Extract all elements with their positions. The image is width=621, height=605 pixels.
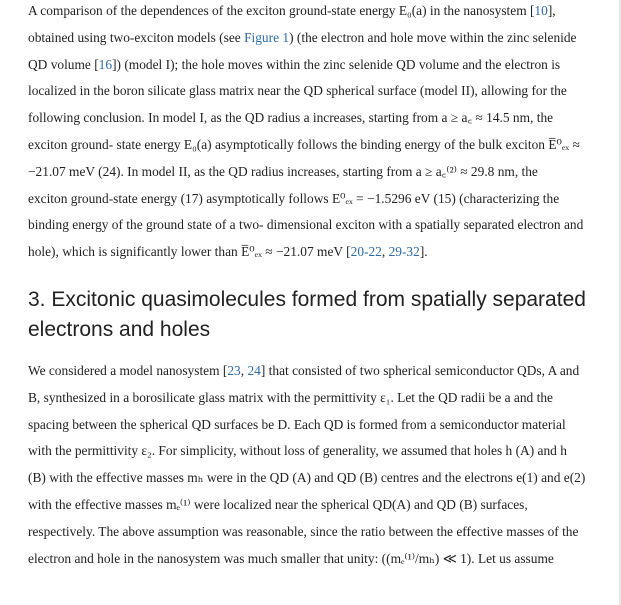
- text-line: following conclusion. In model I, as the QD radius a increases, starting from a ≥ a꜀ ≈ 14.5 nm, the: [28, 110, 554, 126]
- text-line: −21.07 meV (24). In model II, as the QD radius increases, starting from a ≥ a꜀⁽²⁾ ≈ 29.8 nm, the: [28, 163, 538, 179]
- text-line: B, synthesized in a borosilicate glass matrix with the permittivity ε₁. Let the QD radii be a and the: [28, 389, 553, 405]
- text-line: exciton ground-state energy (17) asymptotically follows E⁰ₑₓ = −1.5296 eV (15) (characterizing the: [28, 190, 560, 206]
- text-line: (B) with the effective masses mₕ were in the QD (A) and QD (B) centres and the electrons e(1) and e(2): [28, 470, 586, 486]
- ref-link-29-32[interactable]: 29-32: [388, 244, 420, 260]
- paragraph-exciton-comparison: [28, 0, 611, 266]
- text-line: respectively. The above assumption was reasonable, since the ratio between the effective masses of the: [28, 523, 579, 539]
- ref-link-16[interactable]: 16: [98, 56, 113, 72]
- text-line: hole), which is significantly lower than E̅⁰ₑₓ ≈ −21.07 meV [20-22, 29-32].: [28, 244, 428, 260]
- text-line: exciton ground- state energy E₀(a) asymptotically follows the binding energy of the bulk exciton E̅⁰ₑₓ ≈: [28, 136, 580, 152]
- text-line: with the effective masses mₑ⁽¹⁾ were localized near the spherical QD(A) and QD (B) surfaces,: [28, 496, 528, 512]
- text-line: A comparison of the dependences of the exciton ground-state energy E₀(a) in the nanosystem [10],: [28, 3, 556, 18]
- text-line: QD volume [16]) (model I); the hole moves within the zinc selenide QD volume and the electron is: [28, 56, 561, 72]
- ref-link-23[interactable]: 23: [227, 362, 241, 378]
- text-line: We considered a model nanosystem [23, 24] that consisted of two spherical semiconductor QDs, A and: [28, 362, 580, 378]
- text-line: electron and hole in the nanosystem was much smaller that unity: ((mₑ⁽¹⁾/mₕ) ≪ 1). Let us assume: [28, 550, 554, 566]
- paragraph-model-nanosystem: [28, 358, 611, 572]
- text-line: spacing between the spherical QD surfaces be D. Each QD is formed from a semiconductor material: [28, 416, 566, 432]
- text-line: obtained using two-exciton models (see Figure 1) (the electron and hole move within the zinc selenide: [28, 29, 577, 45]
- text-line: localized in the boron silicate glass matrix near the QD spherical surface (model II), allowing for the: [28, 83, 567, 99]
- text-line: with the permittivity ε₂. For simplicity, without loss of generality, we assumed that holes h (A) and h: [28, 443, 567, 459]
- ref-link-10[interactable]: 10: [534, 3, 548, 18]
- figure-1-link[interactable]: Figure 1: [244, 29, 290, 45]
- ref-link-20-22[interactable]: 20-22: [350, 244, 382, 260]
- text-line: binding energy of the ground state of a two- dimensional exciton with a spatially separated electron and: [28, 217, 584, 233]
- ref-link-24[interactable]: 24: [247, 362, 261, 378]
- section-heading: 3. Excitonic quasimolecules formed from spatially separated electrons and holes: [28, 287, 586, 341]
